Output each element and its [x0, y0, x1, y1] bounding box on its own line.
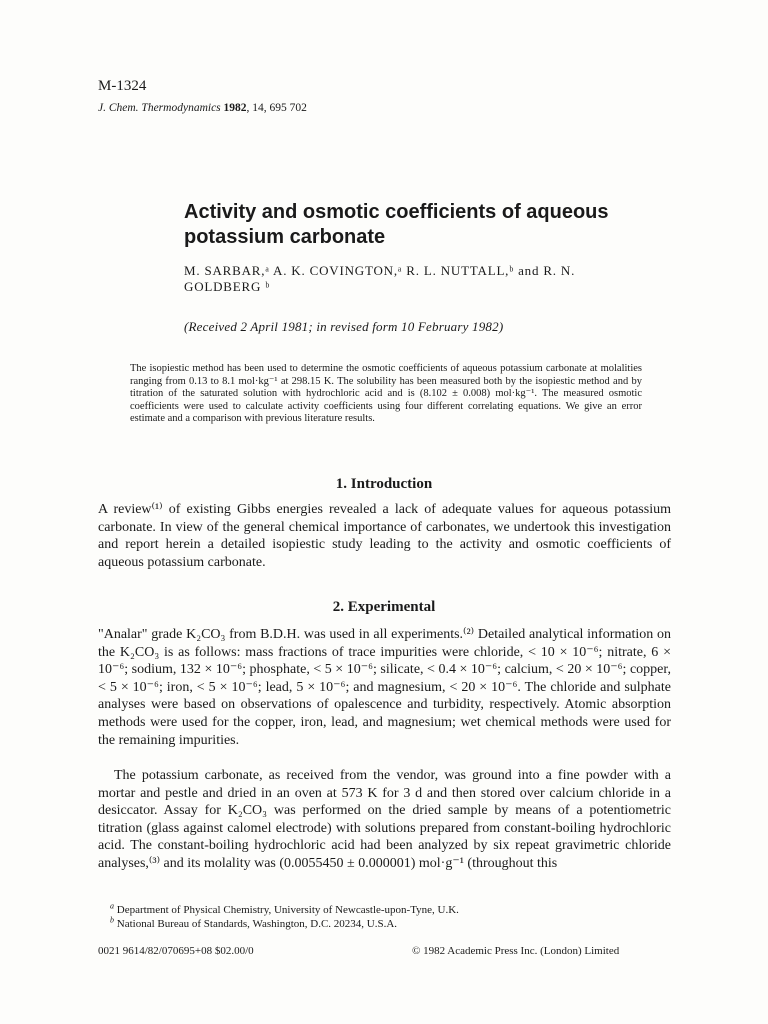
journal-name: J. Chem. Thermodynamics: [98, 102, 221, 114]
journal-year: 1982: [223, 102, 247, 114]
copyright-notice: © 1982 Academic Press Inc. (London) Limited: [412, 945, 620, 957]
experimental-paragraph-2: The potassium carbonate, as received from the vendor, was ground into a fine powder with a mortar and pestle and dried in an oven at 573 K for 3 d and then stored over calcium chloride in a desiccator. Assay for K₂CO₃ was performed on the dried sample by means of a potentiometric titration (glass against calomel electrode) with solutions prepared from constant-boiling hydrochloric acid. The constant-boiling hydrochloric acid had been analyzed by six repeat gravimetric chloride analyses,⁽³⁾ and its molality was (0.0055450 ± 0.000001) mol·g⁻¹ (throughout this: [98, 768, 671, 871]
journal-citation: [98, 102, 307, 114]
introduction-paragraph: A review⁽¹⁾ of existing Gibbs energies revealed a lack of adequate values for aqueous potassium carbonate. In view of the general chemical importance of carbonates, we undertook this investigation and report herein a detailed isopiestic study leading to the activity and osmotic coefficients of aqueous potassium carbonate.: [98, 502, 671, 570]
received-dates: (Received 2 April 1981; in revised form 10 February 1982): [184, 319, 504, 334]
journal-volume-pages: , 14, 695 702: [246, 102, 307, 114]
experimental-paragraph-1: "Analar" grade K₂CO₃ from B.D.H. was used in all experiments.⁽²⁾ Detailed analytical information on the K₂CO₃ is as follows: mass fractions of trace impurities were chloride, < 10 × 10⁻⁶; nitrate, 6 × 10⁻⁶; sodium, 132 × 10⁻⁶; phosphate, < 5 × 10⁻⁶; silicate, < 0.4 × 10⁻⁶; calcium, < 20 × 10⁻⁶; copper, < 5 × 10⁻⁶; iron, < 5 × 10⁻⁶; lead, 5 × 10⁻⁶; and magnesium, < 20 × 10⁻⁶. The chloride and sulphate analyses were based on observations of opalescence and turbidity, respectively. Atomic absorption methods were used for the copper, iron, lead, and magnesium; wet chemical methods were used for the remaining impurities.: [98, 627, 671, 748]
section-heading-experimental: 2. Experimental: [332, 599, 436, 615]
footnotes: [110, 903, 670, 931]
footnote-b-text: National Bureau of Standards, Washington, D.C. 20234, U.S.A.: [114, 918, 398, 930]
document-id: M-1324: [98, 78, 147, 94]
footnote-a-mark: a: [110, 901, 114, 911]
author-list: M. SARBAR,ᵃ A. K. COVINGTON,ᵃ R. L. NUTTALL,ᵇ and R. N. GOLDBERG ᵇ: [184, 263, 576, 294]
abstract: The isopiestic method has been used to determine the osmotic coefficients of aqueous potassium carbonate at molalities ranging from 0.13 to 8.1 mol·kg⁻¹ at 298.15 K. The solubility has been measured both by the isopiestic method and by titration of the saturated solution with hydrochloric acid and is (8.102 ± 0.008) mol·kg⁻¹. The measured osmotic coefficients were used to calculate activity coefficients using four different correlating equations. We give an error estimate and a comparison with previous literature results.: [130, 363, 642, 425]
footnote-a-text: Department of Physical Chemistry, University of Newcastle-upon-Tyne, U.K.: [114, 904, 459, 916]
footnote-a: [110, 903, 670, 917]
section-heading-introduction: 1. Introduction: [335, 476, 433, 492]
footnote-b: [110, 917, 670, 931]
publication-code: 0021 9614/82/070695+08 $02.00/0: [98, 945, 254, 957]
article-title: Activity and osmotic coefficients of aqueous potassium carbonate: [184, 201, 609, 248]
footnote-b-mark: b: [110, 915, 114, 925]
